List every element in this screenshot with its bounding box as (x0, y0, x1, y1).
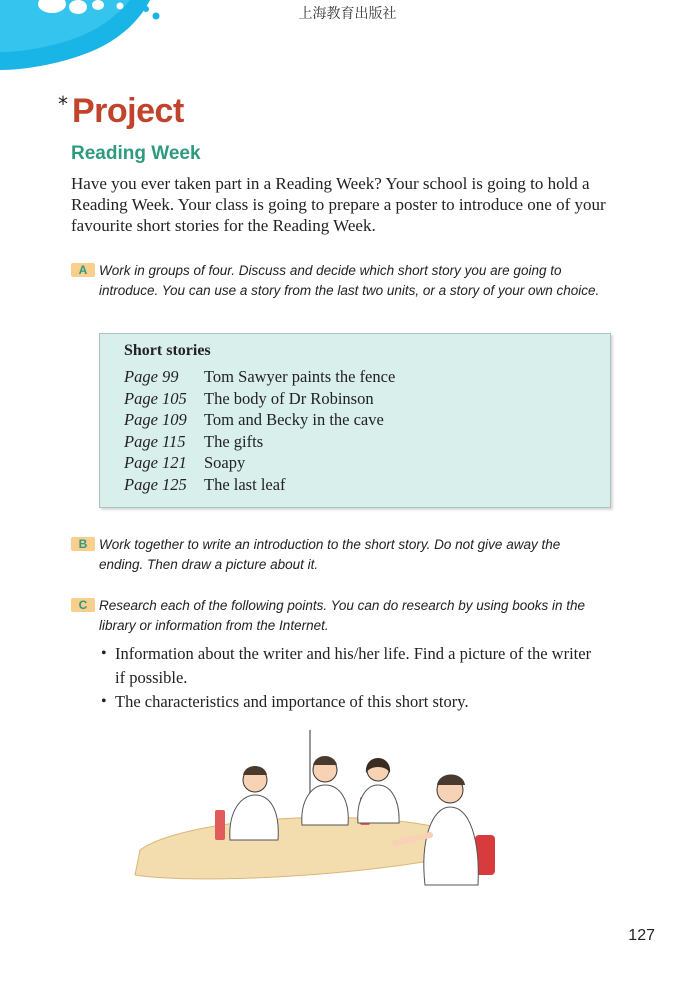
story-page: Page 121 (124, 453, 187, 472)
task-c-text: Research each of the following points. You can do research by using books in the library or information from the Internet. (99, 598, 586, 633)
optional-marker: * (58, 92, 68, 116)
story-title: The last leaf (204, 474, 286, 494)
story-row (124, 366, 395, 387)
list-item (99, 642, 599, 690)
story-row (124, 388, 374, 409)
list-item (99, 690, 599, 714)
story-title: The gifts (204, 431, 264, 451)
students-discussion-illustration (120, 725, 520, 895)
story-page: Page 99 (124, 367, 179, 386)
page-title: Project (72, 92, 184, 130)
story-row (124, 409, 384, 430)
story-page: Page 125 (124, 474, 187, 494)
story-row (124, 452, 245, 473)
bullet-icon: • (101, 645, 107, 662)
research-point-text: The characteristics and importance of this short story. (115, 692, 469, 711)
intro-paragraph: Have you ever taken part in a Reading Week? Your school is going to hold a Reading Week. Your class is going to prepare a poster to introduce one of your favourite short stories for the Reading Week. (71, 174, 606, 235)
task-a (71, 261, 606, 300)
story-title: Tom and Becky in the cave (204, 410, 384, 429)
publisher-header: 上海教育出版社 (298, 6, 397, 22)
story-page: Page 105 (124, 388, 187, 408)
short-stories-heading: Short stories (124, 342, 211, 359)
project-subtitle: Reading Week (71, 143, 201, 164)
page-number: 127 (628, 927, 655, 944)
research-points-list (99, 642, 599, 714)
story-page: Page 115 (124, 431, 186, 451)
task-c (71, 596, 606, 635)
task-b (71, 535, 606, 574)
story-row (124, 474, 286, 495)
task-b-text: Work together to write an introduction to the short story. Do not give away the ending. Then draw a picture about it. (99, 537, 561, 572)
research-point-text: Information about the writer and his/her life. Find a picture of the writer if possible. (115, 644, 592, 687)
story-row (124, 431, 263, 452)
task-badge-c: C (71, 598, 95, 612)
story-title: The body of Dr Robinson (204, 388, 374, 408)
task-badge-b: B (71, 537, 95, 551)
bullet-icon: • (101, 693, 107, 710)
story-title: Tom Sawyer paints the fence (204, 367, 396, 386)
short-stories-box (99, 333, 611, 508)
story-title: Soapy (204, 453, 246, 472)
task-badge-a: A (71, 263, 95, 277)
story-page: Page 109 (124, 410, 187, 429)
task-a-text: Work in groups of four. Discuss and decide which short story you are going to introduce. You can use a story from the last two units, or a story of your own choice. (99, 263, 600, 298)
